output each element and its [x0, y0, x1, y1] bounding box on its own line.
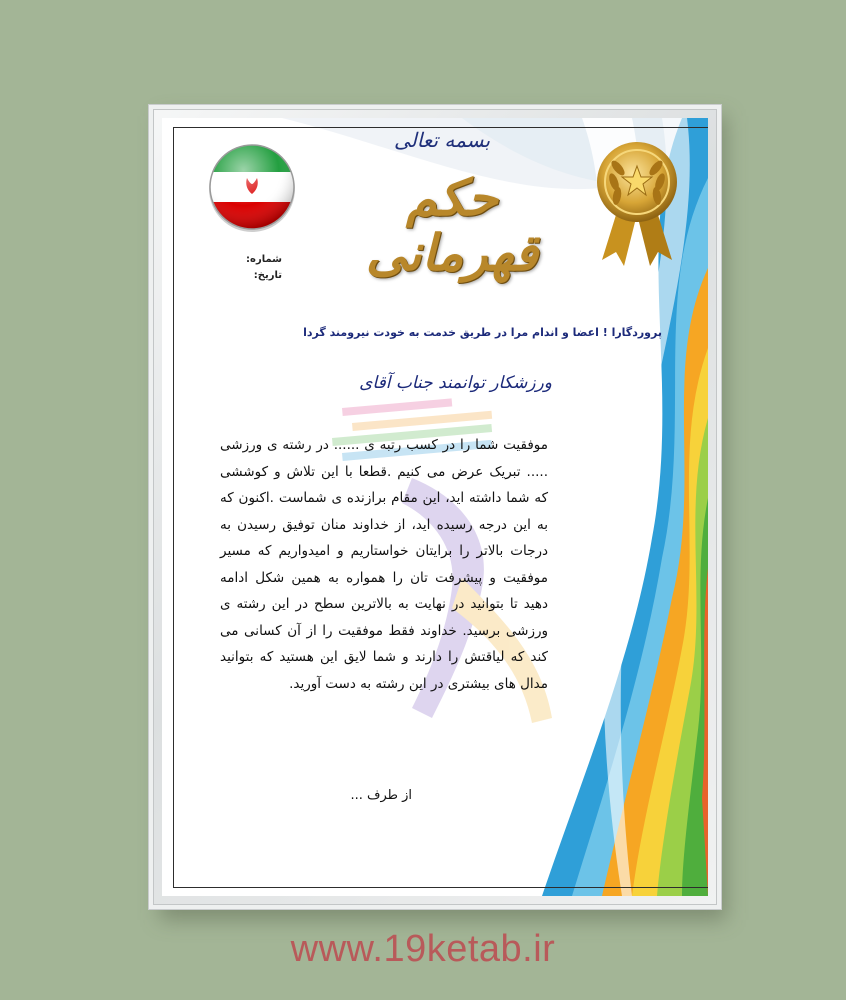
from-line: از طرف ... [350, 788, 412, 803]
date-label: تاریخ: [253, 270, 282, 281]
recipient-line: ورزشکار توانمند جناب آقای [359, 373, 552, 393]
number-date-block [222, 252, 282, 284]
certificate-paper [162, 118, 708, 896]
certificate-body: موفقیت شما را در کسب رتبه ی ...... در رشته ی ورزشی ..... تبریک عرض می کنیم .قطعا با این تلاش و کوششی که شما داشته اید، این مقام برازنده ی شماست .اکنون که به این درجه رسیده اید، از خداوند منان توفیق رسیدن به درجات بالاتر را برایتان خواستاریم و امیدواریم که مسیر موفقیت و پیشرفت تان را همواره به همین شکل ادامه دهید تا بتوانید در نهایت به بالاترین سطح در این رشته ی ورزشی برسید. خداوند فقط موفقیت را از آن کسانی می کند که لیاقتش را دارند و شما لایق این هستید که بتوانید مدال های بیشتری در این رشته به دست آورید. [220, 437, 548, 692]
number-label: شماره: [246, 254, 282, 265]
iran-flag-icon [207, 142, 297, 232]
gold-medal-icon [592, 132, 682, 267]
besmellah-heading: بسمه تعالی [393, 128, 491, 152]
website-watermark: www.19ketab.ir [290, 928, 556, 970]
picture-frame [148, 104, 722, 910]
certificate-title: حکم قهرمانی [365, 168, 539, 282]
motto-line: پروردگارا ! اعضا و اندام مرا در طریق خدمت به خودت نیرومند گردا [303, 326, 662, 339]
